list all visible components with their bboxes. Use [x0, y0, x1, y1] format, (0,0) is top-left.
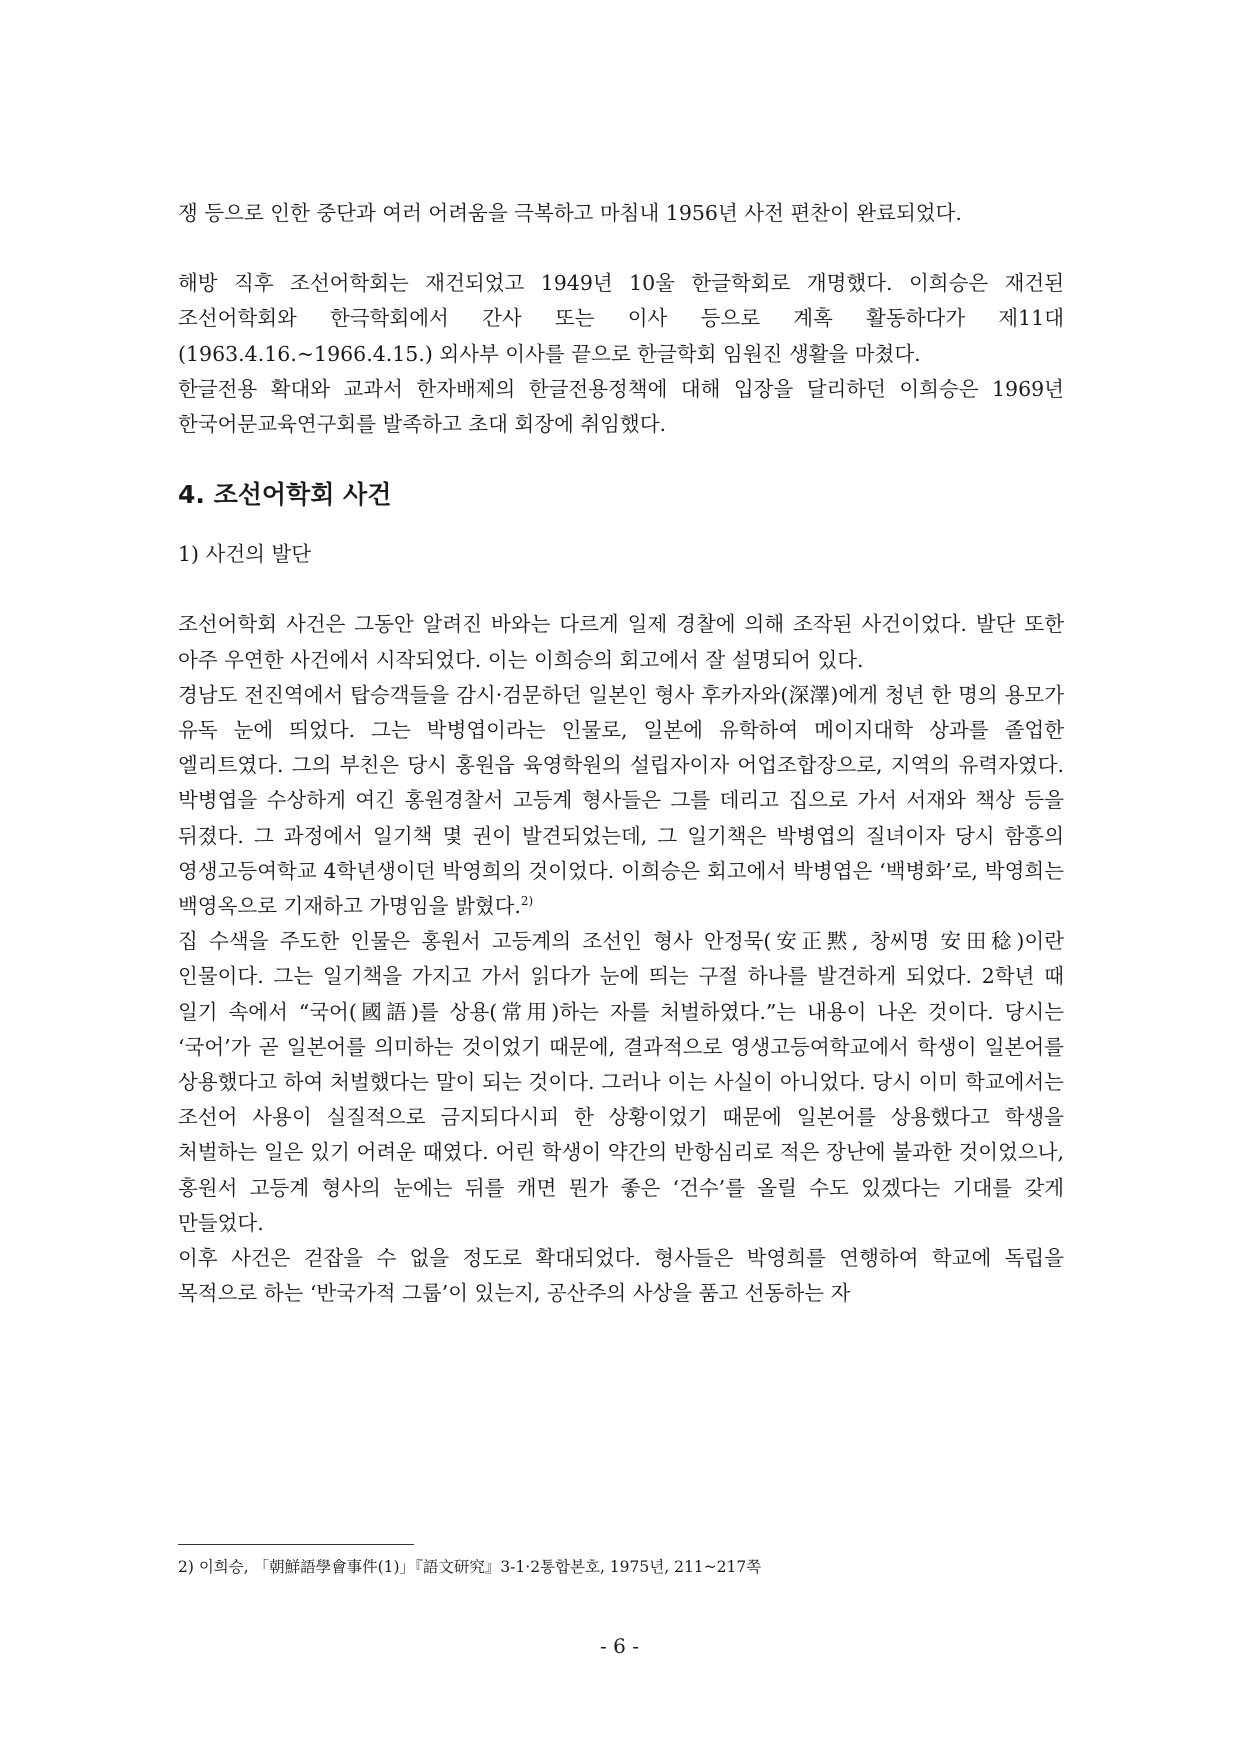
paragraph-text: 경남도 전진역에서 탑승객들을 감시·검문하던 일본인 형사 후카자와(深澤)에게 청년 한 명의 용모가 유독 눈에 띄었다. 그는 박병엽이라는 인물로, 일본에 유학하여 메이지대학 상과를 졸업한 엘리트였다. 그의 부친은 당시 홍원읍 육영학원의 설립자이자 어업조합장으로, 지역의 유력자였다. 박병엽을 수상하게 여긴 홍원경찰서 고등계 형사들은 그를 데리고 집으로 가서 서재와 책상 등을 뒤졌다. 그 과정에서 일기책 몇 권이 발견되었는데, 그 일기책은 박병엽의 질녀이자 당시 함흥의 영생고등여학교 4학년생이던 박영희의 것이었다. 이희승은 회고에서 박병엽은 ‘백병화’로, 박영희는 백영옥으로 기재하고 가명임을 밝혔다.	[178, 682, 1064, 919]
paragraph-gap	[178, 572, 1064, 607]
section-title: 4. 조선어학회 사건	[178, 480, 392, 510]
subsection-title: 1) 사건의 발단	[178, 542, 312, 567]
paragraph: 한글전용 확대와 교과서 한자배제의 한글전용정책에 대해 입장을 달리하던 이희승은 1969년 한국어문교육연구회를 발족하고 초대 회장에 취임했다.	[178, 376, 1064, 437]
page-number: - 6 -	[600, 1634, 639, 1658]
footnote-divider	[178, 1544, 414, 1545]
paragraph: 이후 사건은 걷잡을 수 없을 정도로 확대되었다. 형사들은 박영희를 연행하여 학교에 독립을 목적으로 하는 ‘반국가적 그룹’이 있는지, 공산주의 사상을 품고 선동하는 자	[178, 1246, 1064, 1306]
paragraph: 해방 직후 조선어학회는 재건되었고 1949년 10울 한글학회로 개명했다. 이희승은 재건된 조선어학회와 한극학회에서 간사 또는 이사 등으로 계혹 활동하다가 제11대(1963.4.16.~1966.4.15.) 외사부 이사를 끝으로 한글학회 임원진 생활을 마쳤다.	[178, 271, 1064, 366]
paragraph-gap	[178, 442, 1064, 477]
paragraph: 집 수색을 주도한 인물은 홍원서 고등계의 조선인 형사 안정묵(安正黙, 창씨명 安田稔)이란 인물이다. 그는 일기책을 가지고 가서 읽다가 눈에 띄는 구절 하나를 발견하게 되었다. 2학년 때 일기 속에서 “국어(國語)를 상용(常用)하는 자를 처벌하였다.”는 내용이 나온 것이다. 당시는 ‘국어’가 곧 일본어를 의미하는 것이었기 때문에, 결과적으로 영생고등여학교에서 학생이 일본어를 상용했다고 하여 처벌했다는 말이 되는 것이다. 그러나 이는 사실이 아니었다. 당시 이미 학교에서는 조선어 사용이 실질적으로 금지되다시피 한 상황이었기 때문에 일본어를 상용했다고 학생을 처벌하는 일은 있기 어려운 때였다. 어린 학생이 약간의 반항심리로 적은 장난에 불과한 것이었으나, 홍원서 고등계 형사의 눈에는 뒤를 캐면 뭔가 좋은 ‘건수’를 올릴 수도 있겠다는 기대를 갖게 만들었다.	[178, 929, 1064, 1235]
paragraph-with-footnote	[178, 678, 1064, 924]
footnote: 2) 이희승, 「朝鮮語學會事件(1)」『語文研究』3-1·2통합본호, 1975년, 211~217쪽	[178, 1558, 762, 1576]
paragraph-gap	[178, 231, 1064, 266]
document-body	[178, 196, 1064, 1311]
paragraph: 쟁 등으로 인한 중단과 여러 어려움을 극복하고 마침내 1956년 사전 편찬이 완료되었다.	[178, 201, 962, 225]
footnote-reference[interactable]: 2)	[520, 894, 534, 909]
paragraph: 조선어학회 사건은 그동안 알려진 바와는 다르게 일제 경찰에 의해 조작된 사건이었다. 발단 또한 아주 우연한 사건에서 시작되었다. 이는 이희승의 회고에서 잘 설명되어 있다.	[178, 612, 1064, 672]
